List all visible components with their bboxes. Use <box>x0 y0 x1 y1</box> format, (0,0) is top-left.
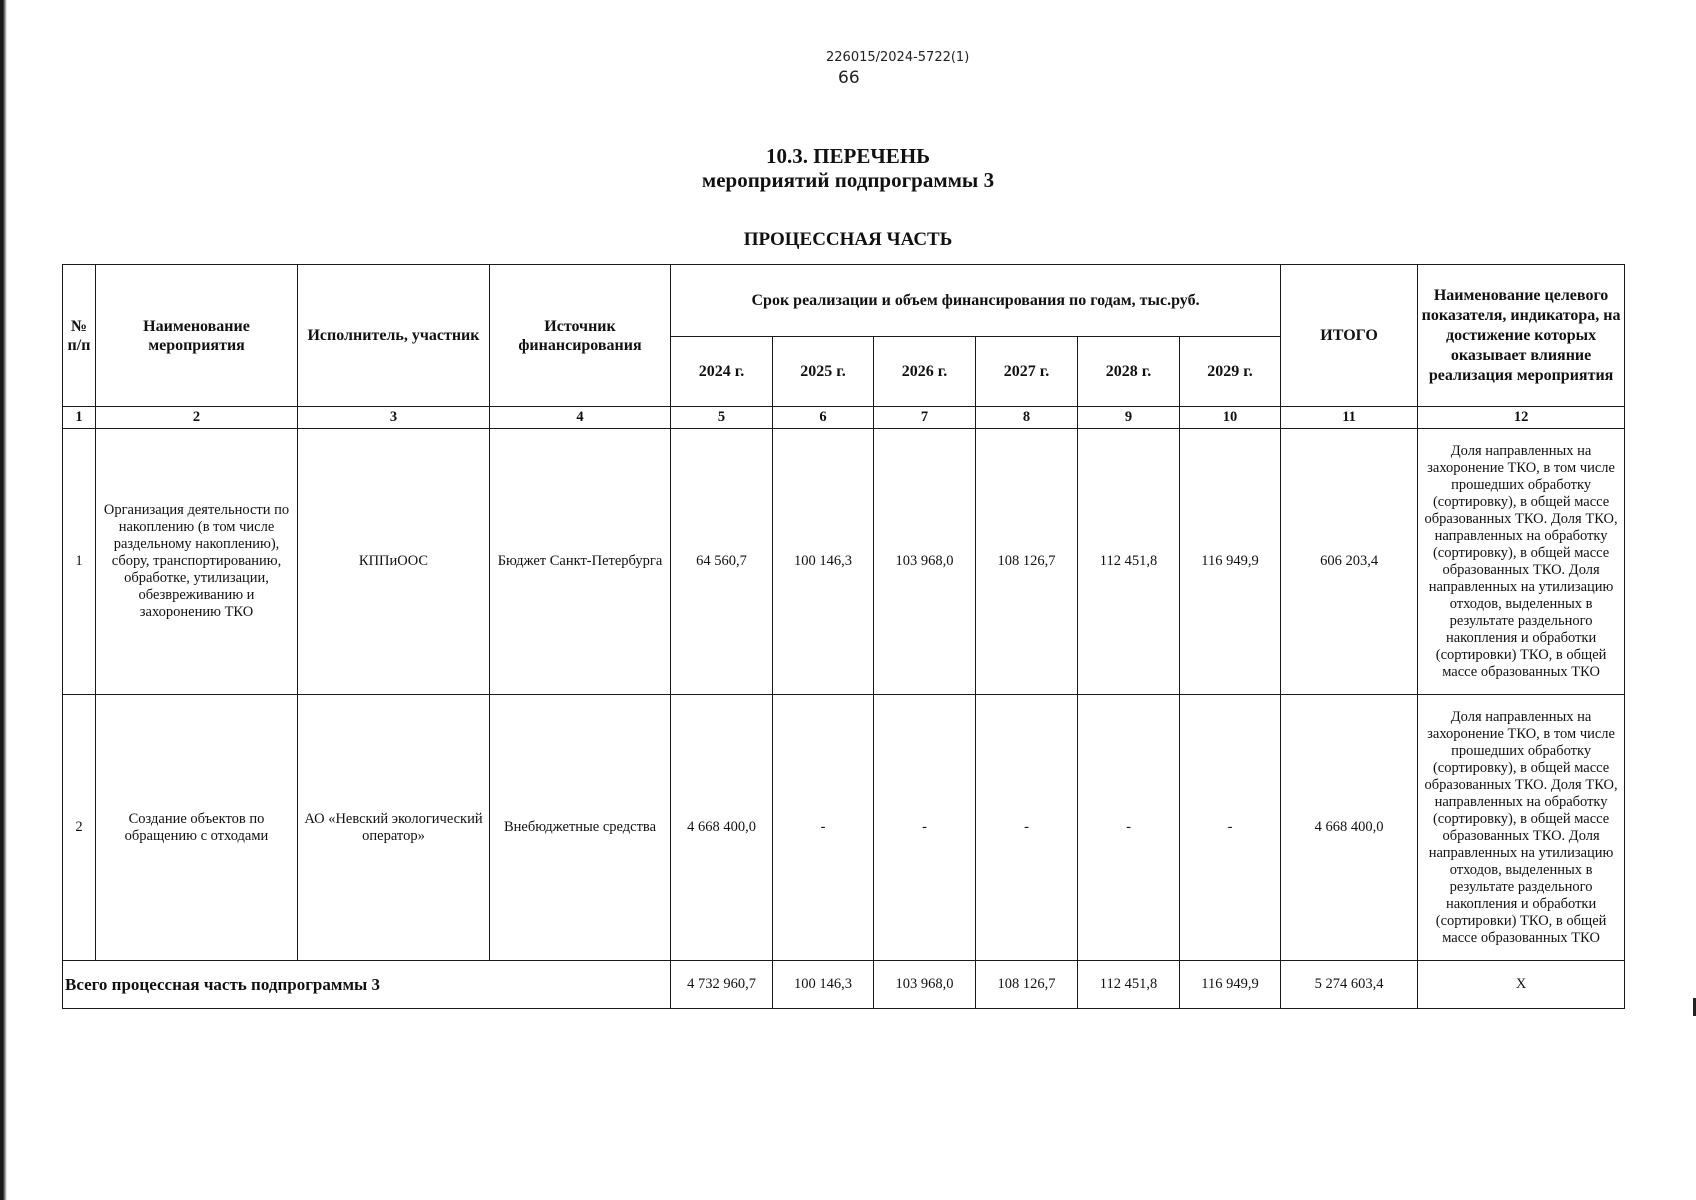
year-value: - <box>1180 695 1281 961</box>
total-year-value: 103 968,0 <box>874 961 976 1009</box>
column-index-row <box>63 407 1625 429</box>
section-title: ПРОЦЕССНАЯ ЧАСТЬ <box>743 229 953 250</box>
column-index: 6 <box>773 407 874 429</box>
column-index: 9 <box>1078 407 1180 429</box>
header-row <box>63 265 1625 337</box>
year-value: 112 451,8 <box>1078 429 1180 695</box>
year-value: 103 968,0 <box>874 429 976 695</box>
column-index: 12 <box>1418 407 1625 429</box>
total-label: Всего процессная часть подпрограммы 3 <box>63 961 671 1009</box>
column-index: 1 <box>63 407 96 429</box>
total-year-value: 116 949,9 <box>1180 961 1281 1009</box>
document-title: 10.3. ПЕРЕЧЕНЬ <box>765 144 931 168</box>
activities-table <box>62 264 1625 1009</box>
total-year-value: 112 451,8 <box>1078 961 1180 1009</box>
year-value: - <box>976 695 1078 961</box>
table-row <box>63 695 1625 961</box>
column-index: 7 <box>874 407 976 429</box>
header-year: 2025 г. <box>773 337 874 407</box>
header-period: Срок реализации и объем финансирования по годам, тыс.руб. <box>671 265 1281 337</box>
year-value: 4 668 400,0 <box>671 695 773 961</box>
column-index: 4 <box>490 407 671 429</box>
year-value: - <box>773 695 874 961</box>
header-indicator: Наименование целевого показателя, индикатора, на достижение которых оказывает влияние реализация мероприятия <box>1418 265 1625 407</box>
activity-name: Создание объектов по обращению с отходами <box>96 695 298 961</box>
year-value: 116 949,9 <box>1180 429 1281 695</box>
year-value: 64 560,7 <box>671 429 773 695</box>
total-year-value: 100 146,3 <box>773 961 874 1009</box>
funding-source: Бюджет Санкт-Петербурга <box>490 429 671 695</box>
row-num: 1 <box>63 429 96 695</box>
header-year: 2026 г. <box>874 337 976 407</box>
header-name: Наименование мероприятия <box>96 265 298 407</box>
document-subtitle: мероприятий подпрограммы 3 <box>701 168 995 192</box>
column-index: 3 <box>298 407 490 429</box>
header-executor: Исполнитель, участник <box>298 265 490 407</box>
year-value: - <box>874 695 976 961</box>
indicator-text: Доля направленных на захоронение ТКО, в том числе прошедших обработку (сортировку), в общей массе образованных ТКО. Доля ТКО, направленных на обработку (сортировку), в общей массе образованных ТКО. Доля направленных на утилизацию отходов, выделенных в результате раздельного накопления и обработки (сортировки) ТКО, в общей массе образованных ТКО <box>1418 695 1625 961</box>
funding-source: Внебюджетные средства <box>490 695 671 961</box>
row-num: 2 <box>63 695 96 961</box>
page-number: 66 <box>838 68 860 88</box>
grand-total: 5 274 603,4 <box>1281 961 1418 1009</box>
executor: КППиООС <box>298 429 490 695</box>
total-indicator: Х <box>1418 961 1625 1009</box>
header-year: 2027 г. <box>976 337 1078 407</box>
year-value: 100 146,3 <box>773 429 874 695</box>
table-row <box>63 429 1625 695</box>
header-year: 2028 г. <box>1078 337 1180 407</box>
header-total: ИТОГО <box>1281 265 1418 407</box>
column-index: 5 <box>671 407 773 429</box>
row-total: 4 668 400,0 <box>1281 695 1418 961</box>
row-total: 606 203,4 <box>1281 429 1418 695</box>
header-num: № п/п <box>63 265 96 407</box>
total-year-value: 108 126,7 <box>976 961 1078 1009</box>
total-year-value: 4 732 960,7 <box>671 961 773 1009</box>
column-index: 10 <box>1180 407 1281 429</box>
activity-name: Организация деятельности по накоплению (в том числе раздельному накоплению), сбору, транспортированию, обработке, утилизации, обезвреживанию и захоронению ТКО <box>96 429 298 695</box>
total-row <box>63 961 1625 1009</box>
year-value: - <box>1078 695 1180 961</box>
header-year: 2024 г. <box>671 337 773 407</box>
column-index: 8 <box>976 407 1078 429</box>
header-source: Источник финансирования <box>490 265 671 407</box>
header-year: 2029 г. <box>1180 337 1281 407</box>
document-id: 226015/2024-5722(1) <box>826 50 970 65</box>
executor: АО «Невский экологический оператор» <box>298 695 490 961</box>
indicator-text: Доля направленных на захоронение ТКО, в том числе прошедших обработку (сортировку), в общей массе образованных ТКО. Доля ТКО, направленных на обработку (сортировку), в общей массе образованных ТКО. Доля направленных на утилизацию отходов, выделенных в результате раздельного накопления и обработки (сортировки) ТКО, в общей массе образованных ТКО <box>1418 429 1625 695</box>
year-value: 108 126,7 <box>976 429 1078 695</box>
column-index: 2 <box>96 407 298 429</box>
column-index: 11 <box>1281 407 1418 429</box>
